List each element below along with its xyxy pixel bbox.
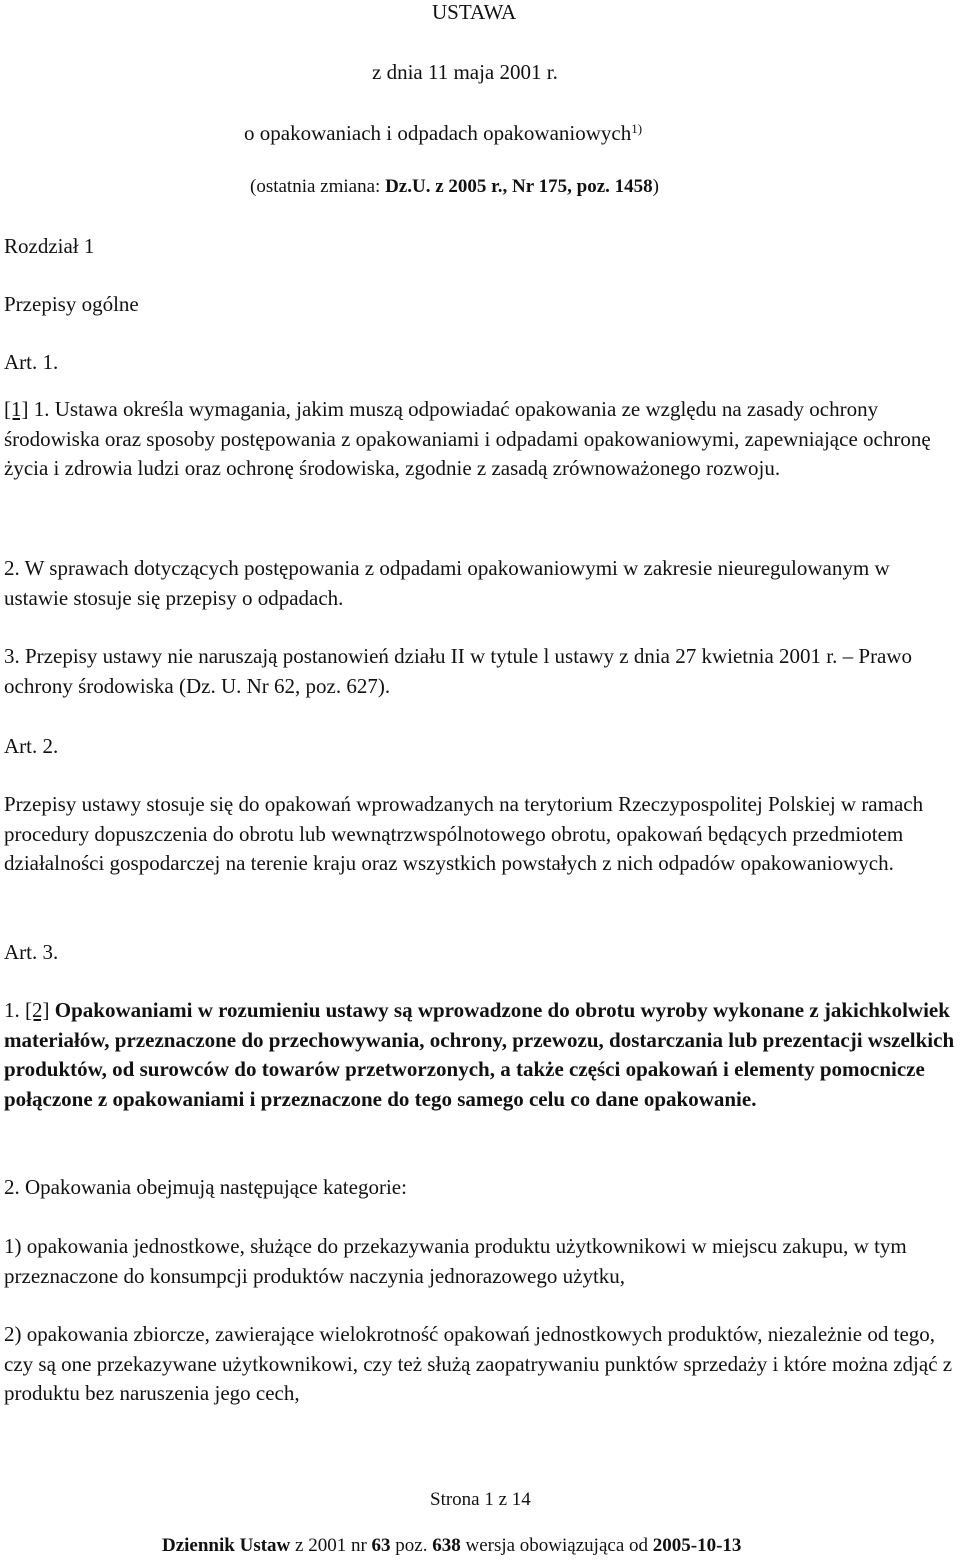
act-date: z dnia 11 maja 2001 r. <box>372 60 558 84</box>
article-3-paragraph-1-number: 1. <box>4 998 25 1022</box>
amendment-reference: Dz.U. z 2005 r., Nr 175, poz. 1458 <box>385 176 653 197</box>
amendment-note <box>250 175 659 199</box>
journal-number: 63 <box>371 1535 391 1556</box>
article-3-item-1: 1) opakowania jednostkowe, służące do przekazywania produktu użytkownikowi w miejscu zakupu, w tym przeznaczone do konsumpcji produktów naczynia jednorazowego użytku, <box>4 1234 907 1288</box>
act-title: USTAWA <box>432 0 517 24</box>
journal-position: 638 <box>432 1535 461 1556</box>
article-1-paragraph-1-text: 1. Ustawa określa wymagania, jakim muszą odpowiadać opakowania ze względu na zasady ochrony środowiska oraz sposoby postępowania z opakowaniami i odpadami opakowaniowymi, zapewniające ochronę życia i zdrowia ludzi oraz ochronę środowiska, zgodnie z zasadą zrównoważonego rozwoju. <box>4 397 931 480</box>
chapter-name: Przepisy ogólne <box>4 292 139 316</box>
amendment-open: (ostatnia zmiana: <box>250 176 386 197</box>
journal-version-date: 2005-10-13 <box>652 1535 742 1556</box>
journal-reference <box>162 1534 741 1558</box>
journal-version-label: wersja obowiązująca od <box>460 1535 653 1556</box>
amendment-close: ) <box>652 176 659 197</box>
article-1-paragraph-3: 3. Przepisy ustawy nie naruszają postanowień działu II w tytule l ustawy z dnia 27 kwietnia 2001 r. – Prawo ochrony środowiska (Dz. U. Nr 62, poz. 627). <box>4 644 913 698</box>
article-3-definition: Opakowaniami w rozumieniu ustawy są wprowadzone do obrotu wyroby wykonane z jakichkolwiek materiałów, przeznaczone do przechowywania, ochrony, przewozu, dostarczania lub prezentacji wszelkich produktów, od surowców do towarów przetworzonych, a także części opakowań i elementy pomocnicze połączone z opakowaniami i przeznaczone do tego samego celu co dane opakowanie. <box>4 998 955 1111</box>
page-number: Strona 1 z 14 <box>430 1489 531 1510</box>
article-2-heading: Art. 2. <box>4 734 59 758</box>
article-3-item-2: 2) opakowania zbiorcze, zawierające wielokrotność opakowań jednostkowych produktów, niezależnie od tego, czy są one przekazywane użytkownikowi, czy też służą zaopatrywaniu punktów sprzedaży i które można zdjąć z produktu bez naruszenia jego cech, <box>4 1322 953 1405</box>
article-1-paragraph-1 <box>4 395 956 484</box>
article-3-paragraph-2: 2. Opakowania obejmują następujące kategorie: <box>4 1175 407 1199</box>
act-subject <box>244 117 642 145</box>
article-3-heading: Art. 3. <box>4 940 59 964</box>
article-3-paragraph-1 <box>4 996 956 1114</box>
article-1-paragraph-2: 2. W sprawach dotyczących postępowania z odpadami opakowaniowymi w zakresie nieuregulowanym w ustawie stosuje się przepisy o odpadach. <box>4 556 890 610</box>
journal-year: z 2001 nr <box>290 1535 372 1556</box>
footnote-marker: 1) <box>631 121 643 136</box>
act-subject-text: o opakowaniach i odpadach opakowaniowych <box>244 121 632 145</box>
reference-link-1[interactable]: [1] <box>4 397 29 421</box>
article-1-heading: Art. 1. <box>4 350 59 374</box>
chapter-number: Rozdział 1 <box>4 234 95 258</box>
journal-pos-label: poz. <box>390 1535 433 1556</box>
reference-link-2[interactable]: [2] <box>25 998 50 1022</box>
journal-name: Dziennik Ustaw <box>162 1535 291 1556</box>
article-2-text: Przepisy ustawy stosuje się do opakowań wprowadzanych na terytorium Rzeczypospolitej Polskiej w ramach procedury dopuszczenia do obrotu lub wewnątrzwspólnotowego obrotu, opakowań będących przedmiotem działalności gospodarczej na terenie kraju oraz wszystkich powstałych z nich odpadów opakowaniowych. <box>4 792 924 875</box>
